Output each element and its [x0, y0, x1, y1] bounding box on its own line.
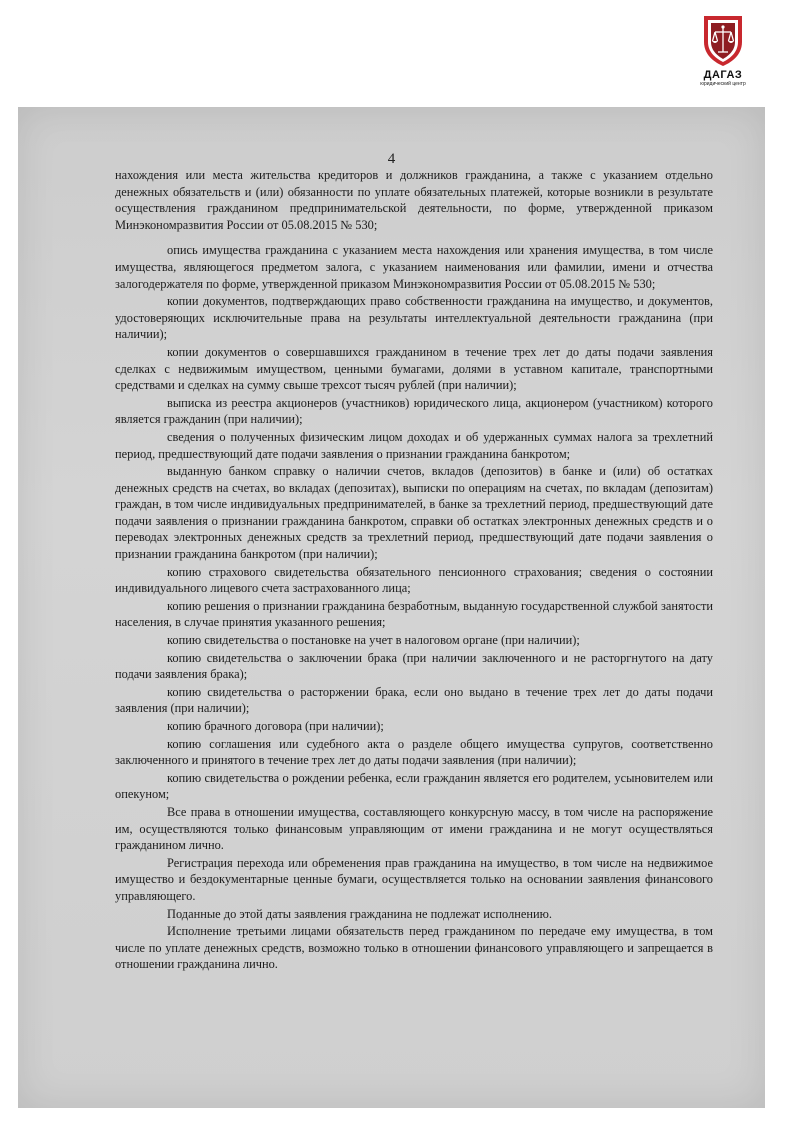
paragraph: Исполнение третьими лицами обязательств перед гражданином по передаче ему имущества, в том числе по уплате денежных средств, возможно только в отношении финансового управляющего и запрещается в отношении гражданина лично. — [115, 924, 713, 972]
paragraph: копии документов, подтверждающих право собственности гражданина на имущество, и документов, удостоверяющих исключительные права на результаты интеллектуальной деятельности гражданина (при наличии); — [115, 294, 713, 342]
logo — [692, 12, 754, 96]
paragraph: копию свидетельства о заключении брака (при наличии заключенного и не расторгнутого на дату подачи заявления брака); — [115, 650, 713, 682]
paragraph: сведения о полученных физическим лицом доходах и об удержанных суммах налога за трехлетний период, предшествующий дате подачи заявления о признании гражданина банкротом; — [115, 429, 713, 461]
paragraph: Регистрация перехода или обременения прав гражданина на имущество, в том числе на недвижимое имущество и бездокументарные ценные бумаги, осуществляется только на основании заявления финансового управляющего. — [115, 855, 713, 903]
paragraph: опись имущества гражданина с указанием места нахождения или хранения имущества, в том числе имущества, являющегося предметом залога, с указанием наименования или фамилии, имени и отчества залогодержателя по форме, утвержденной приказом Минэкономразвития России от 05.08.2015 № 530; — [115, 243, 713, 291]
paragraph: Все права в отношении имущества, составляющего конкурсную массу, в том числе на распоряжение им, осуществляются только финансовым управляющим от имени гражданина и не могут осуществляться гражданином лично. — [115, 804, 713, 853]
paragraph: копию страхового свидетельства обязательного пенсионного страхования; сведения о состоянии индивидуального лицевого счета застрахованного лица; — [115, 564, 713, 596]
scanned-page — [18, 107, 765, 1108]
paragraph: выписка из реестра акционеров (участников) юридического лица, акционером (участником) которого является гражданин (при наличии); — [115, 395, 713, 427]
logo-subtitle: юридический центр — [700, 81, 746, 87]
paragraph: копию свидетельства о постановке на учет в налоговом органе (при наличии); — [167, 633, 580, 648]
paragraph: нахождения или места жительства кредиторов и должников гражданина, а также с указанием отдельно денежных обязательств и (или) обязанности по уплате обязательных платежей, которые возникли в результате осуществления гражданином предпринимательской деятельности, по форме, утвержденной приказом Минэкономразвития России от 05.08.2015 № 530; — [115, 168, 713, 232]
document-body — [115, 167, 713, 974]
paragraph: выданную банком справку о наличии счетов, вкладов (депозитов) в банке и (или) об остатках денежных средств на счетах, во вкладах (депозитах), выписки по операциям на счетах, по вкладам (депозитам) граждан, в том числе индивидуальных предпринимателей, в банке за трехлетний период, предшествующий дате подачи заявления о признании гражданина банкротом, справки об остатках электронных денежных средств и о переводах электронных денежных средств за трехлетний период, предшествующий дате подачи заявления о признании гражданина банкротом (при наличии); — [115, 464, 713, 562]
paragraph: копию свидетельства о расторжении брака, если оно выдано в течение трех лет до даты подачи заявления (при наличии); — [115, 684, 713, 716]
paragraph: Поданные до этой даты заявления гражданина не подлежат исполнению. — [167, 906, 552, 921]
paragraph: копию соглашения или судебного акта о разделе общего имущества супругов, соответственно заключенного и принятого в течение трех лет до даты подачи заявления (при наличии); — [115, 736, 713, 768]
logo-name: ДАГАЗ — [703, 69, 743, 81]
paragraph: копию свидетельства о рождении ребенка, если гражданин является его родителем, усыновителем или опекуном; — [115, 770, 713, 802]
paragraph: копии документов о совершавшихся гражданином в течение трех лет до даты подачи заявления сделках с недвижимым имуществом, ценными бумагами, долями в уставном капитале, транспортными средствами и сделках на сумму свыше трехсот тысяч рублей (при наличии); — [115, 344, 713, 393]
paragraph: копию брачного договора (при наличии); — [167, 719, 384, 733]
page-number: 4 — [387, 151, 396, 167]
scales-icon — [700, 12, 746, 68]
paragraph: копию решения о признании гражданина безработным, выданную государственной службой занятости населения, в случае принятия указанного решения; — [115, 598, 713, 630]
